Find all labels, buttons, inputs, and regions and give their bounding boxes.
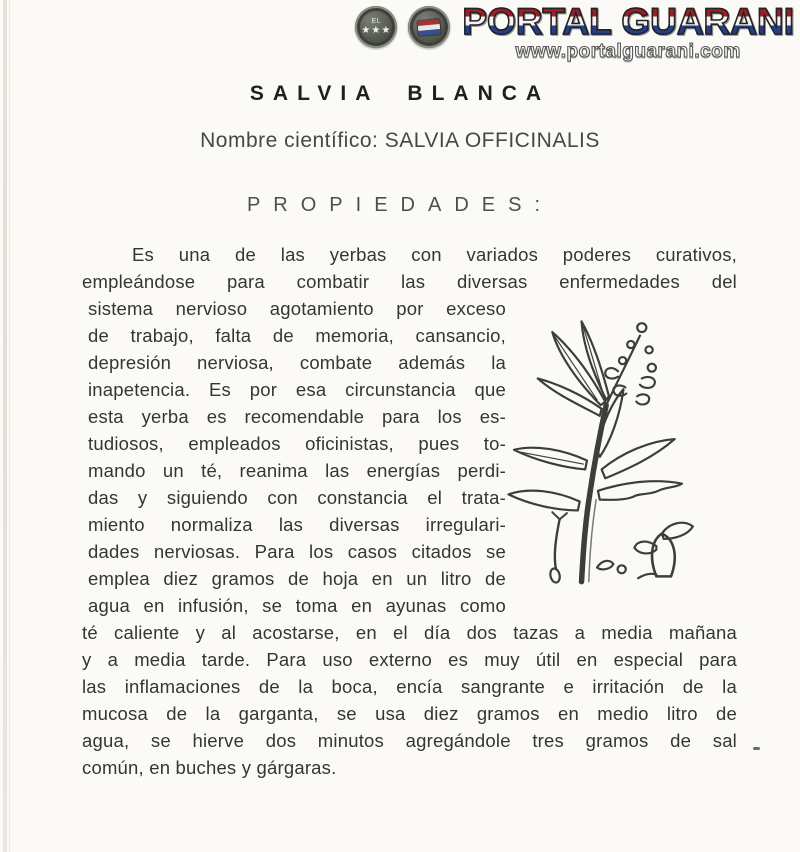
text-line: las inflamaciones de la boca, encía sangrante e irritación de la <box>82 676 737 697</box>
text-line: esta yerba es recomendable para los es- <box>88 406 506 427</box>
seal-group <box>355 6 450 48</box>
text-line: de trabajo, falta de memoria, cansancio, <box>88 325 506 346</box>
republica-del-paraguay-seal-icon <box>355 6 397 48</box>
text-line: inapetencia. Es por esa circunstancia que <box>88 379 506 400</box>
paraguay-flag-seal-icon <box>408 6 450 48</box>
text-line: común, en buches y gárgaras. <box>82 757 337 778</box>
paraguay-flag-icon <box>418 19 441 36</box>
flag-stripe-blue <box>419 29 441 36</box>
salvia-plant-illustration <box>503 316 713 588</box>
seal-stars: ★★★ <box>361 24 392 36</box>
text-line: dades nerviosas. Para los casos citados se <box>88 541 506 562</box>
text-line: depresión nerviosa, combate además la <box>88 352 506 373</box>
portal-guarani-watermark <box>355 3 794 63</box>
site-logo <box>462 3 794 63</box>
text-line: Es una de las yerbas con variados poderes curativos, <box>132 244 737 265</box>
site-url-text: www.portalguarani.com <box>515 41 741 62</box>
text-line: agua, se hierve dos minutos agregándole tres gramos de sal <box>82 730 737 751</box>
text-line: y a media tarde. Para uso externo es muy útil en especial para <box>82 649 737 670</box>
text-line: empleándose para combatir las diversas enfermedades del <box>82 271 737 292</box>
text-line: sistema nervioso agotamiento por exceso <box>88 298 506 319</box>
page-title: SALVIA BLANCA <box>249 82 551 105</box>
site-brand-text: PORTAL GUARANI <box>462 1 794 42</box>
text-line: mucosa de la garganta, se usa diez gramos en medio litro de <box>82 703 737 724</box>
text-line: das y siguiendo con constancia el trata- <box>88 487 506 508</box>
seal-label: EL <box>371 18 382 26</box>
paragraph-top <box>82 241 737 295</box>
text-line: mando un té, reanima las energías perdi- <box>88 460 506 481</box>
scan-speck <box>753 747 760 750</box>
paragraph-narrow-beside-illustration <box>88 295 506 619</box>
section-heading-propiedades: PROPIEDADES: <box>246 194 554 216</box>
scientific-name: Nombre científico: SALVIA OFFICINALIS <box>200 129 600 152</box>
text-line: agua en infusión, se toma en ayunas como <box>88 595 506 616</box>
scan-edge-artifact <box>9 0 10 852</box>
text-line: miento normaliza las diversas irregulari- <box>88 514 506 535</box>
text-line: tudiosos, empleados oficinistas, pues to- <box>88 433 506 454</box>
text-line: té caliente y al acostarse, en el día dos tazas a media mañana <box>82 622 737 643</box>
scan-edge-artifact <box>3 0 7 852</box>
paragraph-bottom <box>82 619 737 781</box>
text-line: emplea diez gramos de hoja en un litro de <box>88 568 506 589</box>
